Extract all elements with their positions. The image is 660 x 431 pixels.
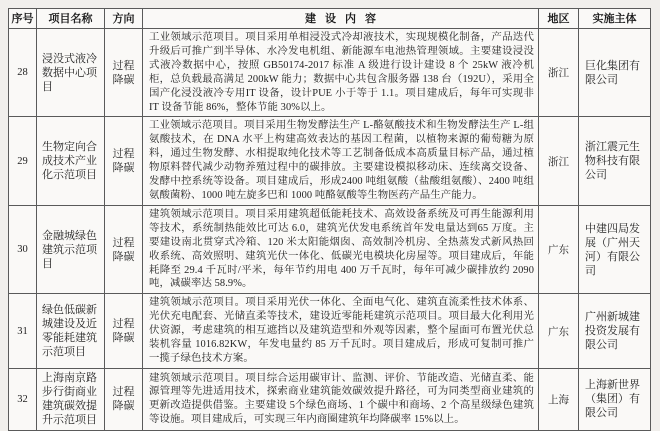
cell-region: 广东	[539, 205, 579, 293]
cell-construction-content: 工业领域示范项目。项目采用单相浸没式冷却液技术，实现规模化制备，产品迭代升级后可推广到半导体、水冷发电机组、新能源车电池热管理领域。主要建设浸没式液冷数据中心，按照 GB50174-2017 标准 A 级进行设计建设 8 个 25kW 液冷机柜，总负载最高满足 200kW 能力；数据中心共包含服务器 138 台（192U），采用全国产化浸没液冷专用IT 设备，设计PUE 小于等于 1.1。项目建成后，每年可实现非IT 设备节能 86%，整体节能 30%以上。	[143, 29, 539, 117]
cell-implementing-entity: 上海新世界（集团）有限公司	[579, 368, 651, 430]
projects-table	[8, 8, 651, 431]
header-no: 序号	[9, 9, 37, 29]
header-region: 地区	[539, 9, 579, 29]
cell-construction-content: 工业领域示范项目。项目采用生物发酵法生产 L-酪氨酸技术和生物发酵法生产 L-组氨酸技术，在 DNA 水平上构建高效表达的基因工程菌，以植物来源的葡萄糖为原料，通过生物发酵、水相提取纯化技术等工艺制备低成本高质量目标产品，通过植物原料替代减少动物养殖过程中的碳排放。主要建设模拟移动床、连续离交设备、发酵中控系统等设备。项目建成后，形成2400 吨组氨酸（盐酸组氨酸）、2400 吨组氨酸菌粉、1000 吨左旋多巴和 1000 吨酪氨酸等生物医药产品生产能力。	[143, 117, 539, 205]
cell-implementing-entity: 巨化集团有限公司	[579, 29, 651, 117]
cell-implementing-entity: 广州新城建投资发展有限公司	[579, 294, 651, 369]
header-project-name: 项目名称	[37, 9, 105, 29]
cell-project-name: 浸没式液冷数据中心项目	[37, 29, 105, 117]
cell-row-number: 31	[9, 294, 37, 369]
cell-direction: 过程降碳	[105, 117, 143, 205]
cell-row-number: 29	[9, 117, 37, 205]
cell-direction: 过程降碳	[105, 29, 143, 117]
cell-construction-content: 建筑领域示范项目。项目采用光伏一体化、全面电气化、建筑直流柔性技术体系、光伏充电配套、光储直柔等技术，建设近零能耗建筑示范项目。项目最大化利用光伏资源，考虑建筑的相互遮挡以及建筑造型和外观等因素，整个屋面可布置光伏总装机容量 1016.82KW，年发电量约 85 万千瓦时。项目建成后，形成可复制可推广一揽子绿色技术方案。	[143, 294, 539, 369]
cell-construction-content: 建筑领域示范项目。项目综合运用碳审计、监测、评价、节能改造、光储直柔、能源管理等先进适用技术，探索商业建筑能效碳效提升路径，可为同类型商业建筑的更新改造提供借鉴。主要建设 5个绿色商场、1 个碳中和商场、2 个高星级绿色建筑等设施。项目建成后，可实现三年内商圈建筑年均降碳率 15%以上。	[143, 368, 539, 430]
cell-project-name: 金融城绿色建筑示范项目	[37, 205, 105, 293]
header-entity: 实施主体	[579, 9, 651, 29]
cell-project-name: 绿色低碳新城建设及近零能耗建筑示范项目	[37, 294, 105, 369]
table-row	[9, 117, 651, 205]
cell-implementing-entity: 中建四局发展（广州天河）有限公司	[579, 205, 651, 293]
cell-region: 浙江	[539, 29, 579, 117]
cell-region: 广东	[539, 294, 579, 369]
cell-project-name: 上海南京路步行街商业建筑碳效提升示范项目	[37, 368, 105, 430]
cell-row-number: 30	[9, 205, 37, 293]
cell-direction: 过程降碳	[105, 294, 143, 369]
cell-project-name: 生物定向合成技术产业化示范项目	[37, 117, 105, 205]
cell-implementing-entity: 浙江震元生物科技有限公司	[579, 117, 651, 205]
cell-row-number: 32	[9, 368, 37, 430]
table-row	[9, 205, 651, 293]
cell-region: 上海	[539, 368, 579, 430]
cell-direction: 过程降碳	[105, 368, 143, 430]
cell-row-number: 28	[9, 29, 37, 117]
cell-construction-content: 建筑领域示范项目。项目采用建筑超低能耗技术、高效设备系统及可再生能源利用等技术，系统制热能效比可达 6.0，建筑光伏发电系统首年发电量达到65 万度。主要建设南北贯穿式冷箱、120 米太阳能烟囱、高效制冷机房、全热蒸发式新风热回收系统、高效照明、建筑光伏一体化、低碳光电模块化房屋等。项目建成后，年能耗降至 29.4 千瓦时/平米，每年节约用电 400 万千瓦时，每年可减少碳排放约 2090 吨，减碳率达 58.9%。	[143, 205, 539, 293]
header-direction: 方向	[105, 9, 143, 29]
header-row	[9, 9, 651, 29]
cell-direction: 过程降碳	[105, 205, 143, 293]
header-content: 建设内容	[143, 9, 539, 29]
table-row	[9, 294, 651, 369]
cell-region: 浙江	[539, 117, 579, 205]
table-row	[9, 29, 651, 117]
table-row	[9, 368, 651, 430]
